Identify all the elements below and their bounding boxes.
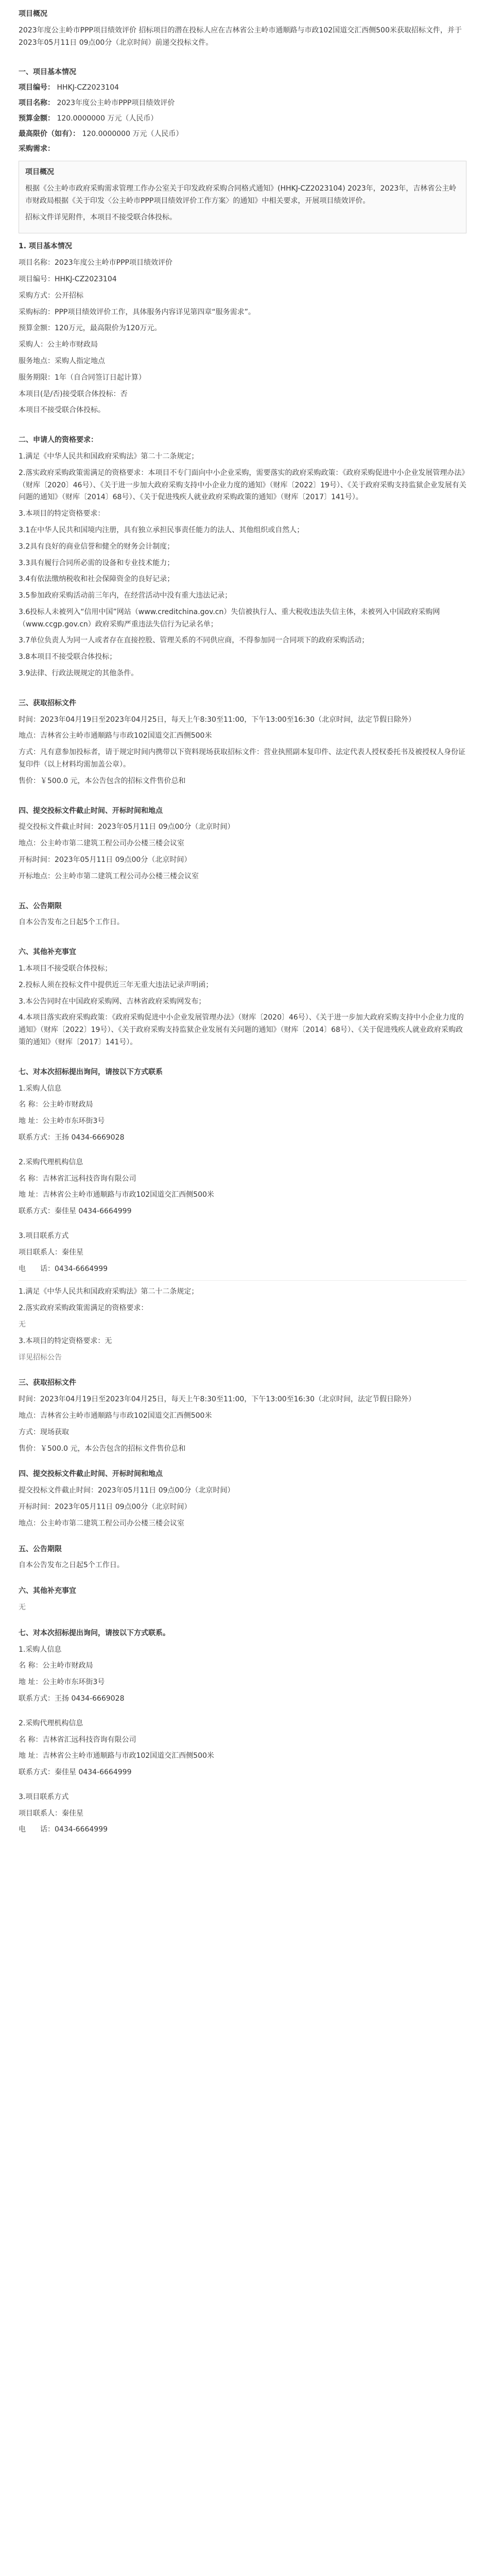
spacer bbox=[19, 684, 466, 692]
contact-agent-name: 名 称：吉林省汇远科技咨询有限公司 bbox=[19, 1174, 136, 1183]
spacer bbox=[19, 1222, 466, 1226]
requirements-item: 3.1在中华人民共和国境内注册，具有独立承担民事责任能力的法人、其他组织或自然人； bbox=[19, 526, 304, 534]
basic-detail-item: 项目名称：2023年度公主岭市PPP项目绩效评价 bbox=[19, 259, 172, 267]
spacer bbox=[19, 421, 466, 429]
basic-detail-item: 采购人：公主岭市财政局 bbox=[19, 341, 98, 349]
bottom-item: 方式：现场获取 bbox=[19, 1428, 69, 1436]
bottom-section-title: 四、提交投标文件截止时间、开标时间和地点 bbox=[19, 1470, 163, 1479]
obtain-title: 三、获取招标文件 bbox=[19, 699, 76, 707]
contact-project-contact: 项目联系人：秦佳星 bbox=[19, 1248, 83, 1257]
spacer bbox=[19, 1368, 466, 1372]
requirements-item: 3.本项目的特定资格要求： bbox=[19, 510, 105, 518]
obtain-place: 地点：吉林省公主岭市通顺路与市政102国道交汇西侧500米 bbox=[19, 732, 212, 740]
requirements-item: 3.3具有履行合同所必需的设备和专业技术能力； bbox=[19, 558, 175, 567]
info-box-title: 项目概况 bbox=[25, 168, 54, 177]
basic-detail-note: 本项目(是/否)接受联合体投标：否 bbox=[19, 389, 128, 398]
bottom-item: 联系方式：秦佳星 0434-6664999 bbox=[19, 1768, 132, 1777]
bottom-item: 名 称：公主岭市财政局 bbox=[19, 1662, 93, 1670]
basic-detail-item: 服务地点：采购人指定地点 bbox=[19, 357, 105, 365]
bottom-section-title: 五、公告期限 bbox=[19, 1545, 62, 1553]
purchase-need-row bbox=[19, 143, 466, 156]
requirements-item: 3.5参加政府采购活动前三年内，在经营活动中没有重大违法记录； bbox=[19, 591, 232, 600]
requirements-item: 3.2具有良好的商业信誉和健全的财务会计制度； bbox=[19, 542, 175, 551]
submit-title: 四、提交投标文件截止时间、开标时间和地点 bbox=[19, 806, 163, 815]
requirements-item: 3.8本项目不接受联合体投标； bbox=[19, 653, 117, 662]
contact-project-title: 3.项目联系方式 bbox=[19, 1231, 69, 1240]
project-no-label: 项目编号： bbox=[19, 83, 55, 92]
overview-text: 2023年度公主岭市PPP项目绩效评价 招标项目的潜在投标人应在吉林省公主岭市通顺路与市政102国道交汇西侧500米获取招标文件，并于2023年05月11日 09点00分（北京时间）前递交投标文件。 bbox=[19, 26, 462, 47]
project-no-value: HHKJ-CZ2023104 bbox=[57, 83, 119, 92]
bottom-item: 2.落实政府采购政策需满足的资格要求： bbox=[19, 1304, 148, 1313]
spacer bbox=[19, 1534, 466, 1538]
bottom-item: 项目联系人：秦佳星 bbox=[19, 1809, 83, 1818]
section-overview-title: 项目概况 bbox=[19, 10, 47, 18]
bottom-item: 地 址：吉林省公主岭市通顺路与市政102国道交汇西侧500米 bbox=[19, 1752, 214, 1760]
bottom-section-title: 三、获取招标文件 bbox=[19, 1379, 76, 1387]
spacer bbox=[19, 792, 466, 800]
project-name-row bbox=[19, 97, 466, 110]
notice-title: 五、公告期限 bbox=[19, 902, 62, 910]
basic-detail-item: 服务期限：1年（自合同签订日起计算） bbox=[19, 373, 146, 382]
project-name-label: 项目名称： bbox=[19, 98, 55, 107]
requirements-item: 1.满足《中华人民共和国政府采购法》第二十二条规定； bbox=[19, 452, 199, 461]
bottom-item: 联系方式：王扬 0434-6669028 bbox=[19, 1694, 125, 1703]
spacer bbox=[19, 1783, 466, 1787]
purchase-need-label: 采购需求： bbox=[19, 145, 55, 154]
project-name-value: 2023年度公主岭市PPP项目绩效评价 bbox=[57, 98, 175, 107]
info-box-text-2: 招标文件详见附件，本项目不接受联合体投标。 bbox=[25, 213, 177, 222]
requirements-item: 3.6投标人未被列入“信用中国”网站（www.creditchina.gov.cn）失信被执行人、重大税收违法失信主体，未被列入中国政府采购网（www.ccgp.gov.cn）政府采购严重违法失信行为记录名单； bbox=[19, 607, 440, 629]
spacer bbox=[19, 1709, 466, 1714]
spacer bbox=[19, 1053, 466, 1061]
bottom-item: 自本公告发布之日起5个工作日。 bbox=[19, 1561, 124, 1570]
bottom-item: 无 bbox=[19, 1603, 26, 1612]
spacer bbox=[19, 53, 466, 61]
contact-agent-title: 2.采购代理机构信息 bbox=[19, 1158, 83, 1166]
bottom-item: 2.采购代理机构信息 bbox=[19, 1719, 83, 1727]
bottom-item: 时间：2023年04月19日至2023年04月25日，每天上午8:30至11:00，下午13:00至16:30（北京时间，法定节假日除外） bbox=[19, 1395, 415, 1404]
basic-detail-item: 采购方式：公开招标 bbox=[19, 291, 83, 300]
spacer bbox=[19, 1576, 466, 1580]
contact-agent-addr: 地 址：吉林省公主岭市通顺路与市政102国道交汇西侧500米 bbox=[19, 1191, 214, 1199]
bottom-item: 1.采购人信息 bbox=[19, 1645, 62, 1654]
submit-deadline: 提交投标文件截止时间：2023年05月11日 09点00分（北京时间） bbox=[19, 823, 235, 832]
bottom-item: 无 bbox=[19, 1320, 26, 1329]
contact-project-phone: 电 话：0434-6664999 bbox=[19, 1264, 108, 1273]
submit-place: 地点：公主岭市第二建筑工程公司办公楼三楼会议室 bbox=[19, 839, 184, 848]
budget-value: 120.0000000 万元（人民币） bbox=[57, 114, 158, 123]
submit-open: 开标时间：2023年05月11日 09点00分（北京时间） bbox=[19, 856, 192, 865]
max-price-value: 120.0000000 万元（人民币） bbox=[82, 129, 183, 138]
bottom-item: 地 址：公主岭市东环街3号 bbox=[19, 1678, 105, 1687]
bottom-section-title: 六、其他补充事宜 bbox=[19, 1587, 76, 1596]
max-price-label: 最高限价（如有）： bbox=[19, 129, 80, 138]
contact-buyer-title: 1.采购人信息 bbox=[19, 1084, 62, 1093]
bottom-item: 地点：吉林省公主岭市通顺路与市政102国道交汇西侧500米 bbox=[19, 1411, 212, 1420]
spacer bbox=[19, 887, 466, 895]
requirements-item: 2.落实政府采购政策需满足的资格要求：本项目不专门面向中小企业采购，需要落实的政府采购政策：《政府采购促进中小企业发展管理办法》（财库〔2020〕46号）、《关于进一步加大政府采购支持中小企业力度的通知》（财库〔2022〕19号）、《关于政府采购支持监狱企业发展有关问题的通知》（财库〔2014〕68号）、《关于促进残疾人就业政府采购政策的通知》（财库〔2017〕141号）。 bbox=[19, 468, 466, 502]
spacer bbox=[19, 1459, 466, 1463]
spacer bbox=[19, 1148, 466, 1153]
requirements-item: 3.4有依法缴纳税收和社会保障资金的良好记录； bbox=[19, 575, 175, 584]
bottom-item: 提交投标文件截止时间：2023年05月11日 09点00分（北京时间） bbox=[19, 1486, 235, 1495]
bottom-item: 1.满足《中华人民共和国政府采购法》第二十二条规定； bbox=[19, 1287, 199, 1296]
obtain-time: 时间：2023年04月19日至2023年04月25日，每天上午8:30至11:00，下午13:00至16:30（北京时间，法定节假日除外） bbox=[19, 715, 415, 724]
requirements-title: 二、申请人的资格要求： bbox=[19, 436, 98, 445]
bottom-section-title: 七、对本次招标提出询问，请按以下方式联系。 bbox=[19, 1629, 170, 1637]
basic-detail-title: 1. 项目基本情况 bbox=[19, 242, 72, 251]
bottom-item: 电 话：0434-6664999 bbox=[19, 1825, 108, 1834]
section-basic-title: 一、项目基本情况 bbox=[19, 68, 76, 77]
bottom-item: 售价：￥500.0 元，本公告包含的招标文件售价总和 bbox=[19, 1444, 186, 1453]
other-item: 2.投标人须在投标文件中提供近三年无重大违法记录声明函； bbox=[19, 980, 213, 989]
basic-detail-item: 项目编号：HHKJ-CZ2023104 bbox=[19, 275, 117, 283]
contact-buyer-addr: 地 址：公主岭市东环街3号 bbox=[19, 1117, 105, 1126]
bottom-item: 地点：公主岭市第二建筑工程公司办公楼三楼会议室 bbox=[19, 1519, 184, 1528]
contact-buyer-contact: 联系方式：王扬 0434-6669028 bbox=[19, 1133, 125, 1142]
other-item: 1.本项目不接受联合体投标； bbox=[19, 964, 112, 973]
spacer bbox=[19, 933, 466, 941]
bottom-item: 3.项目联系方式 bbox=[19, 1792, 69, 1801]
basic-detail-item: 预算金额：120万元，最高限价为120万元。 bbox=[19, 324, 162, 333]
submit-open-place: 开标地点：公主岭市第二建筑工程公司办公楼三楼会议室 bbox=[19, 872, 199, 880]
contact-buyer-name: 名 称：公主岭市财政局 bbox=[19, 1100, 93, 1109]
contact-title: 七、对本次招标提出询问，请按以下方式联系 bbox=[19, 1067, 163, 1076]
divider bbox=[19, 1280, 466, 1281]
notice-text: 自本公告发布之日起5个工作日。 bbox=[19, 918, 124, 927]
basic-detail-item: 采购标的：PPP项目绩效评价工作，具体服务内容详见第四章“服务需求”。 bbox=[19, 308, 255, 316]
obtain-price: 售价：￥500.0 元，本公告包含的招标文件售价总和 bbox=[19, 776, 186, 785]
max-price-row bbox=[19, 128, 466, 141]
other-title: 六、其他补充事宜 bbox=[19, 948, 76, 957]
bottom-item: 3.本项目的特定资格要求：无 bbox=[19, 1336, 112, 1345]
document-page bbox=[19, 0, 466, 2576]
bottom-item: 开标时间：2023年05月11日 09点00分（北京时间） bbox=[19, 1502, 192, 1511]
requirements-item: 3.9法律、行政法规规定的其他条件。 bbox=[19, 669, 138, 678]
contact-agent-contact: 联系方式：秦佳星 0434-6664999 bbox=[19, 1207, 132, 1216]
other-item: 3.本公告同时在中国政府采购网、吉林省政府采购网发布； bbox=[19, 997, 206, 1006]
requirements-item: 3.7单位负责人为同一人或者存在直接控股、管理关系的不同供应商，不得参加同一合同项下的政府采购活动； bbox=[19, 636, 369, 645]
budget-row bbox=[19, 113, 466, 125]
spacer bbox=[19, 1618, 466, 1622]
obtain-method: 方式：凡有意参加投标者，请于规定时间内携带以下资料现场获取招标文件：营业执照副本复印件、法定代表人授权委托书及被授权人身份证复印件（以上材料均需加盖公章）。 bbox=[19, 748, 465, 769]
other-item: 4.本项目落实政府采购政策：《政府采购促进中小企业发展管理办法》（财库〔2020〕46号）、《关于进一步加大政府采购支持中小企业力度的通知》（财库〔2022〕19号）、《关于政府采购支持监狱企业发展有关问题的通知》（财库〔2014〕68号）、《关于促进残疾人就业政府采购政策的通知》（财库〔2017〕141号）。 bbox=[19, 1013, 464, 1047]
budget-label: 预算金额： bbox=[19, 114, 55, 123]
basic-detail-note: 本项目不接受联合体投标。 bbox=[19, 406, 105, 415]
bottom-item: 名 称：吉林省汇远科技咨询有限公司 bbox=[19, 1735, 136, 1744]
project-no-row bbox=[19, 82, 466, 94]
bottom-item: 详见招标公告 bbox=[19, 1353, 62, 1362]
info-box bbox=[19, 161, 466, 233]
info-box-text-1: 根据《公主岭市政府采购需求管理工作办公室关于印发政府采购合同格式通知》(HHKJ-CZ2023104) 2023年，2023年，吉林省公主岭市财政局根据《关于印发〈公主岭市PPP项目绩效评价工作方案〉的通知》中相关要求，开展项目绩效评价。 bbox=[25, 184, 457, 205]
